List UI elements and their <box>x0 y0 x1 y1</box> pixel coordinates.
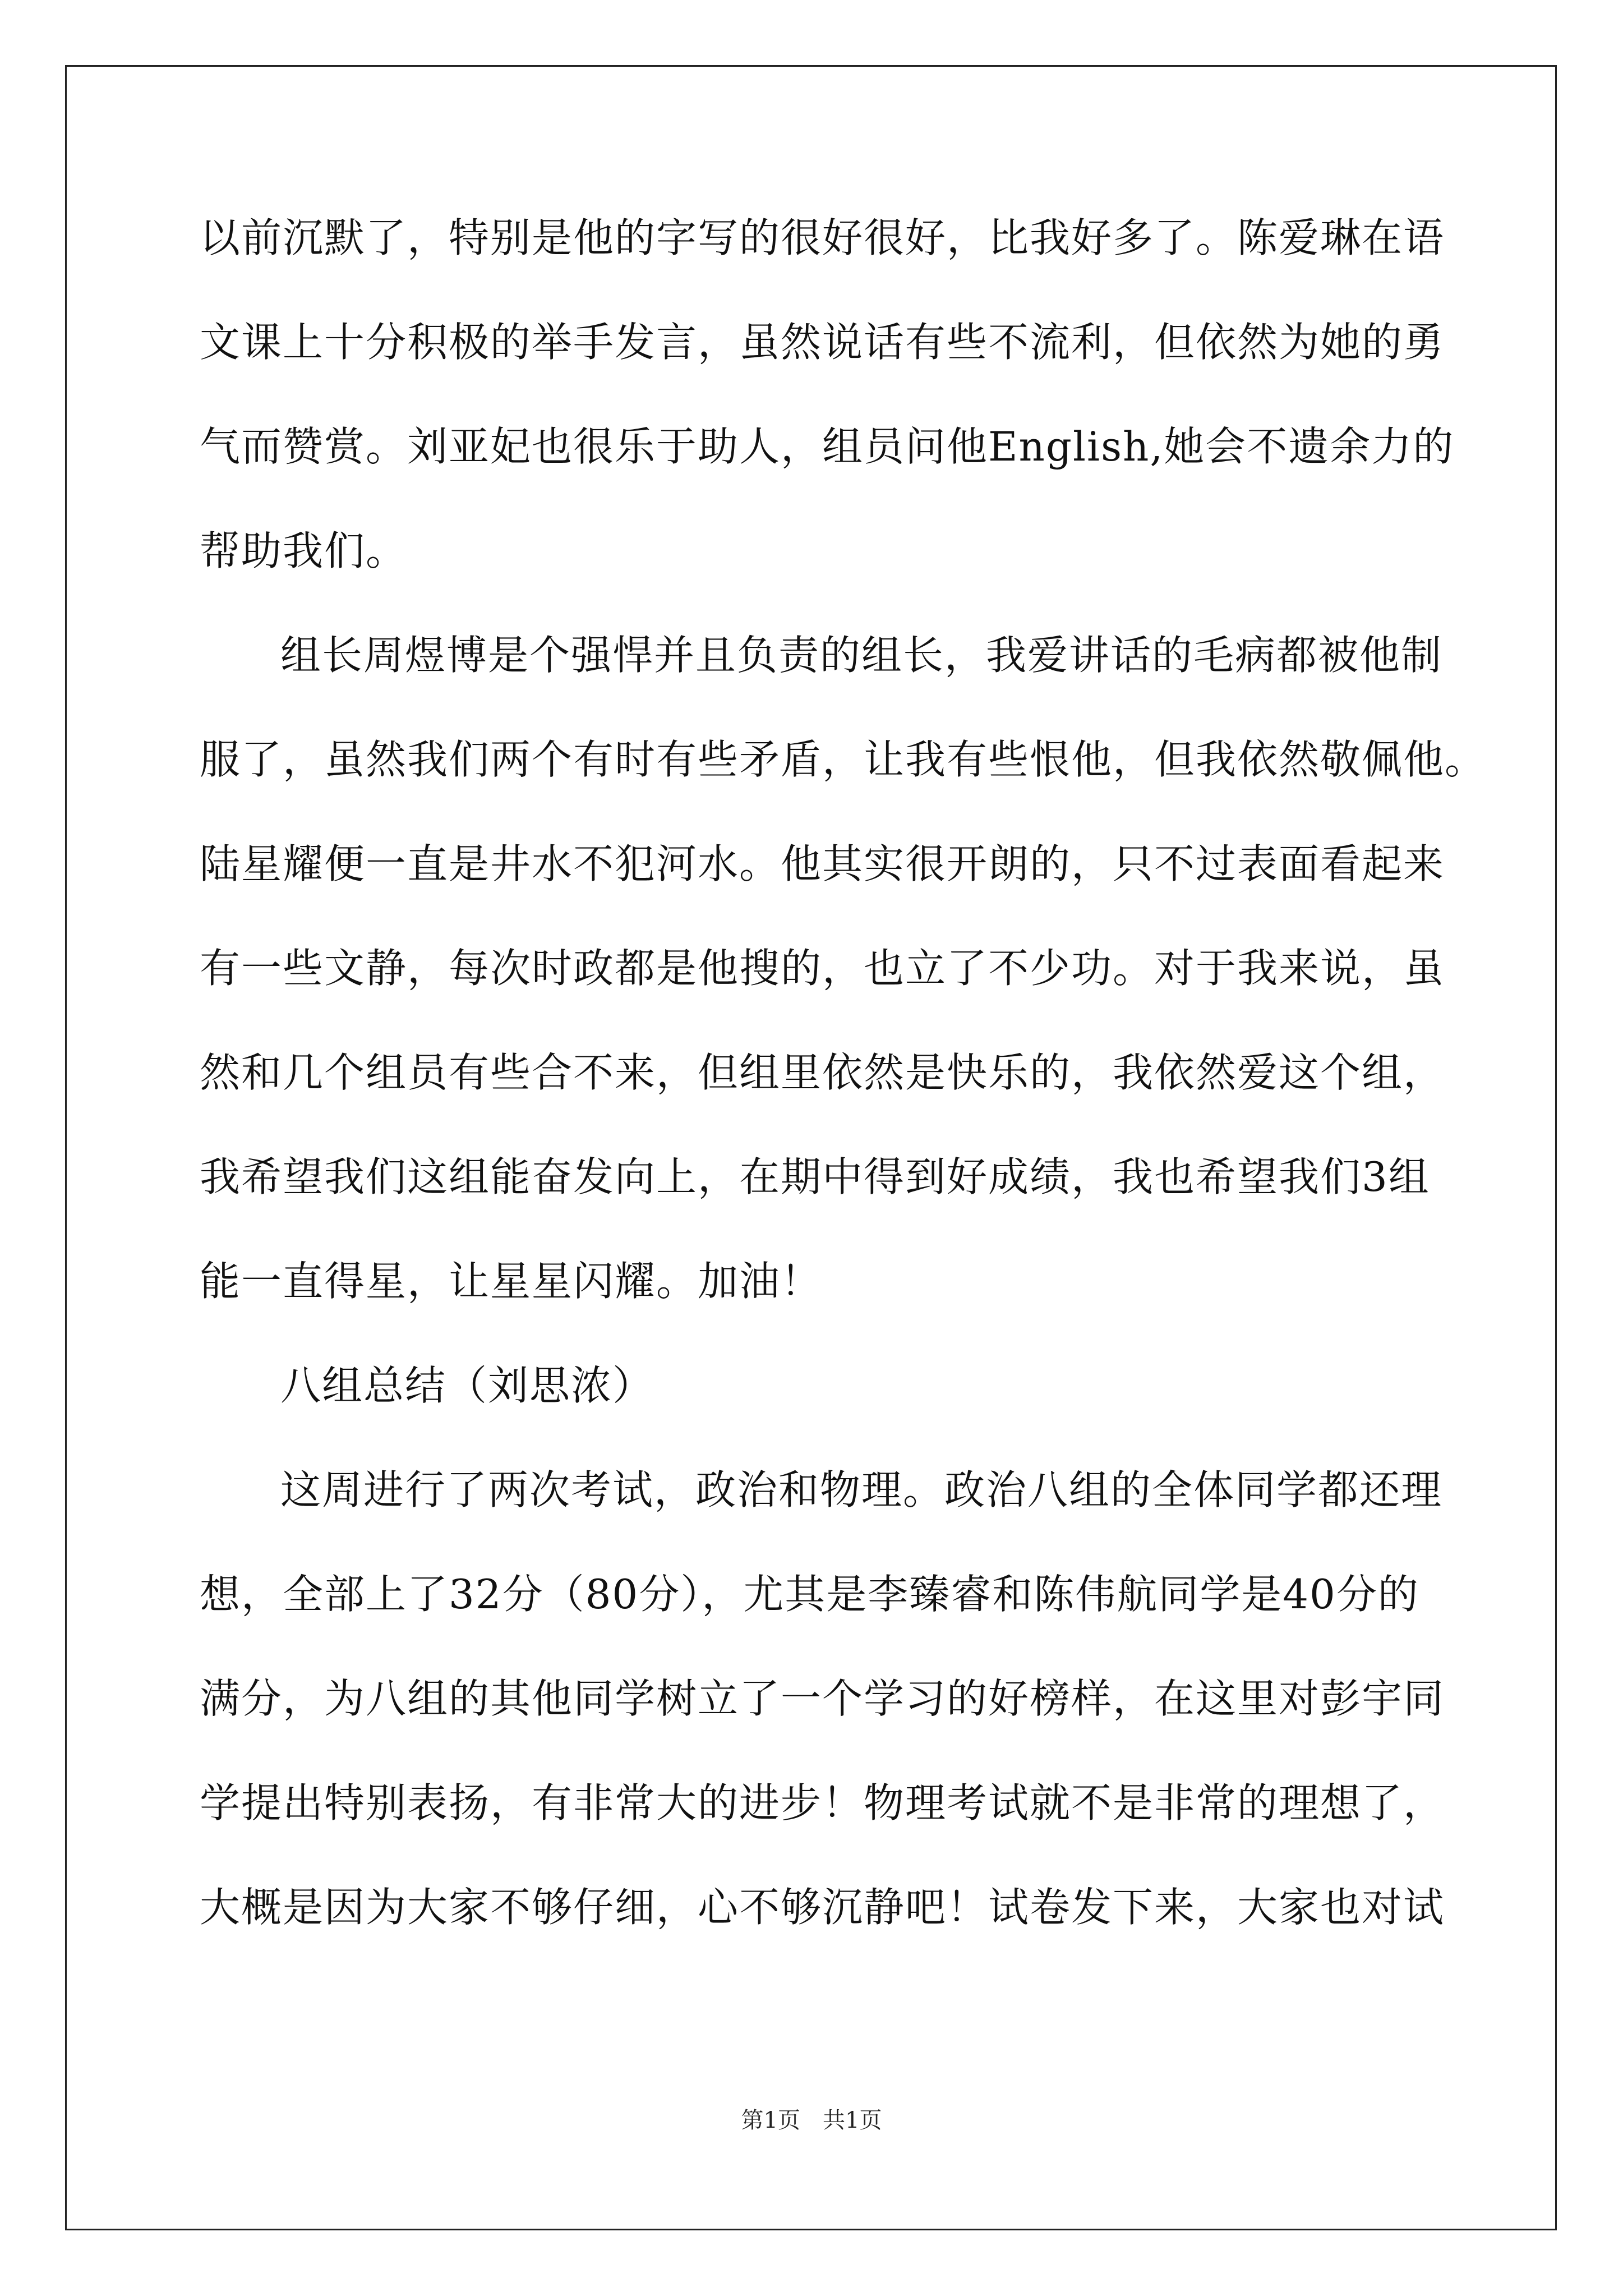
text-line: 气而赞赏。刘亚妃也很乐于助人，组员问他English,她会不遗余力的 <box>200 423 1455 470</box>
text-line: 满分，为八组的其他同学树立了一个学习的好榜样，在这里对彭宇同 <box>200 1675 1445 1722</box>
text-line: 想，全部上了32分（80分），尤其是李臻睿和陈伟航同学是40分的 <box>200 1571 1419 1618</box>
text-line: 学提出特别表扬，有非常大的进步！物理考试就不是非常的理想了， <box>200 1779 1445 1826</box>
text-line: 文课上十分积极的举手发言，虽然说话有些不流利，但依然为她的勇 <box>200 319 1445 366</box>
text-line: 能一直得星，让星星闪耀。加油！ <box>200 1258 823 1305</box>
page-number-footer: 第1页 共1页 <box>741 2108 882 2133</box>
text-line: 有一些文静，每次时政都是他搜的，也立了不少功。对于我来说，虽 <box>200 945 1445 992</box>
text-line: 然和几个组员有些合不来，但组里依然是快乐的，我依然爱这个组， <box>200 1049 1445 1096</box>
text-line: 我希望我们这组能奋发向上，在期中得到好成绩，我也希望我们3组 <box>200 1153 1430 1200</box>
text-line: 大概是因为大家不够仔细，心不够沉静吧！试卷发下来，大家也对试 <box>200 1884 1445 1931</box>
paragraph-start-line: 这周进行了两次考试，政治和物理。政治八组的全体同学都还理 <box>280 1466 1443 1513</box>
text-line: 以前沉默了，特别是他的字写的很好很好，比我好多了。陈爱琳在语 <box>200 214 1445 261</box>
text-line: 帮助我们。 <box>200 527 408 574</box>
text-line: 陆星耀便一直是井水不犯河水。他其实很开朗的，只不过表面看起来 <box>200 840 1445 887</box>
section-heading: 八组总结（刘思浓） <box>280 1362 654 1409</box>
text-line: 服了，虽然我们两个有时有些矛盾，让我有些恨他，但我依然敬佩他。 <box>200 736 1487 783</box>
paragraph-start-line: 组长周煜博是个强悍并且负责的组长，我爱讲话的毛病都被他制 <box>280 632 1443 679</box>
